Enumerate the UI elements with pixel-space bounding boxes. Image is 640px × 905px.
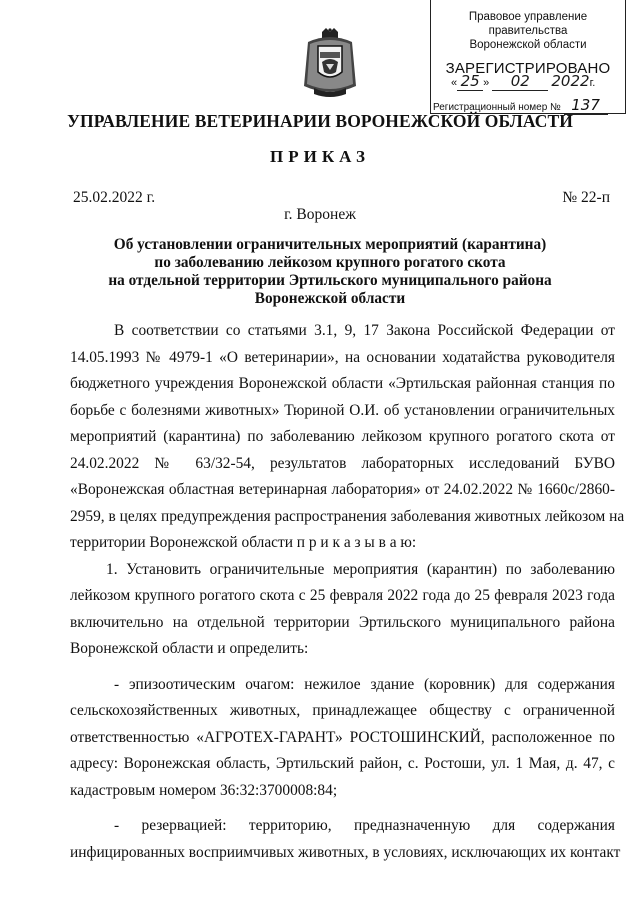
body-line: ответственностью «АГРОТЕХ-ГАРАНТ» РОСТОШИНСКИЙ, расположенное по [70,728,615,746]
stamp-month: 02 [492,72,548,91]
organization-name: УПРАВЛЕНИЕ ВЕТЕРИНАРИИ ВОРОНЕЖСКОЙ ОБЛАСТИ [67,111,573,131]
stamp-registered-label: ЗАРЕГИСТРИРОВАНО [445,60,611,77]
title-line-4: Воронежской области [254,290,406,307]
body-line: борьбе с болезнями животных» Тюриной О.И. об установлении ограничительных [70,401,615,419]
body-line: - эпизоотическим очагом: нежилое здание (коровник) для содержания [114,675,615,693]
document-body [70,318,625,866]
stamp-year: 2022 [551,72,590,90]
body-line: мероприятий (карантина) по заболеванию лейкозом крупного рогатого скота от [70,428,615,445]
body-line: сельскохозяйственных животных, принадлежащее обществу с ограниченной [70,702,615,719]
stamp-date: « 25 » 02 2022г. [451,72,596,90]
document-number: № 22-п [562,189,610,206]
body-line: бюджетного учреждения Воронежской области «Эртильская районная станция по [70,375,615,392]
body-line: включительно на отдельной территории Эртильского муниципального района [70,613,615,631]
document-title [60,236,600,308]
body-line: 2959, в целях предупреждения распространения заболевания животных лейкозом на [70,507,625,525]
body-line: инфицированных восприимчивых животных, в условиях, исключающих их контакт [70,843,621,861]
title-line-3: на отдельной территории Эртильского муниципального района [108,272,552,289]
registration-stamp [430,0,626,114]
stamp-authority-line2: Воронежской области [469,39,587,51]
body-line: территории Воронежской области п р и к а з ы в а ю: [70,534,417,551]
document-city: г. Воронеж [284,206,356,223]
stamp-year-suffix: г. [589,77,596,89]
stamp-authority-line1: Правовое управление правительства [468,11,588,37]
body-line: лейкозом крупного рогатого скота с 25 февраля 2022 года до 25 февраля 2023 года [70,587,615,604]
stamp-reg-label: Регистрационный номер № [433,102,561,113]
stamp-reg-value: 137 [564,96,608,115]
document-type: ПРИКАЗ [270,147,370,166]
body-line: 24.02.2022 № 63/32-54, результатов лабораторных исследований БУВО [70,454,615,472]
body-line: 1. Установить ограничительные мероприятия (карантин) по заболеванию [106,560,615,578]
document-date: 25.02.2022 г. [73,189,156,206]
body-line: «Воронежская областная ветеринарная лаборатория» от 24.02.2022 № 1660с/2860- [70,481,615,498]
body-line: адресу: Воронежская область, Эртильский район, с. Ростоши, ул. 1 Мая, д. 47, с [70,755,615,772]
body-line: 14.05.1993 № 4979-1 «О ветеринарии», на основании ходатайства руководителя [70,348,615,366]
body-line: - резервацией: территорию, предназначенную для содержания [114,817,615,834]
stamp-day: 25 [457,72,483,91]
title-line-1: Об установлении ограничительных мероприятий (карантина) [113,236,547,253]
body-line: В соответствии со статьями 3.1, 9, 17 Закона Российской Федерации от [114,322,615,339]
title-line-2: по заболеванию лейкозом крупного рогатого скота [154,254,506,271]
body-line: кадастровым номером 36:32:3700008:84; [70,781,338,799]
body-line: Воронежской области и определить: [70,640,309,657]
coat-of-arms-emblem [300,28,360,100]
